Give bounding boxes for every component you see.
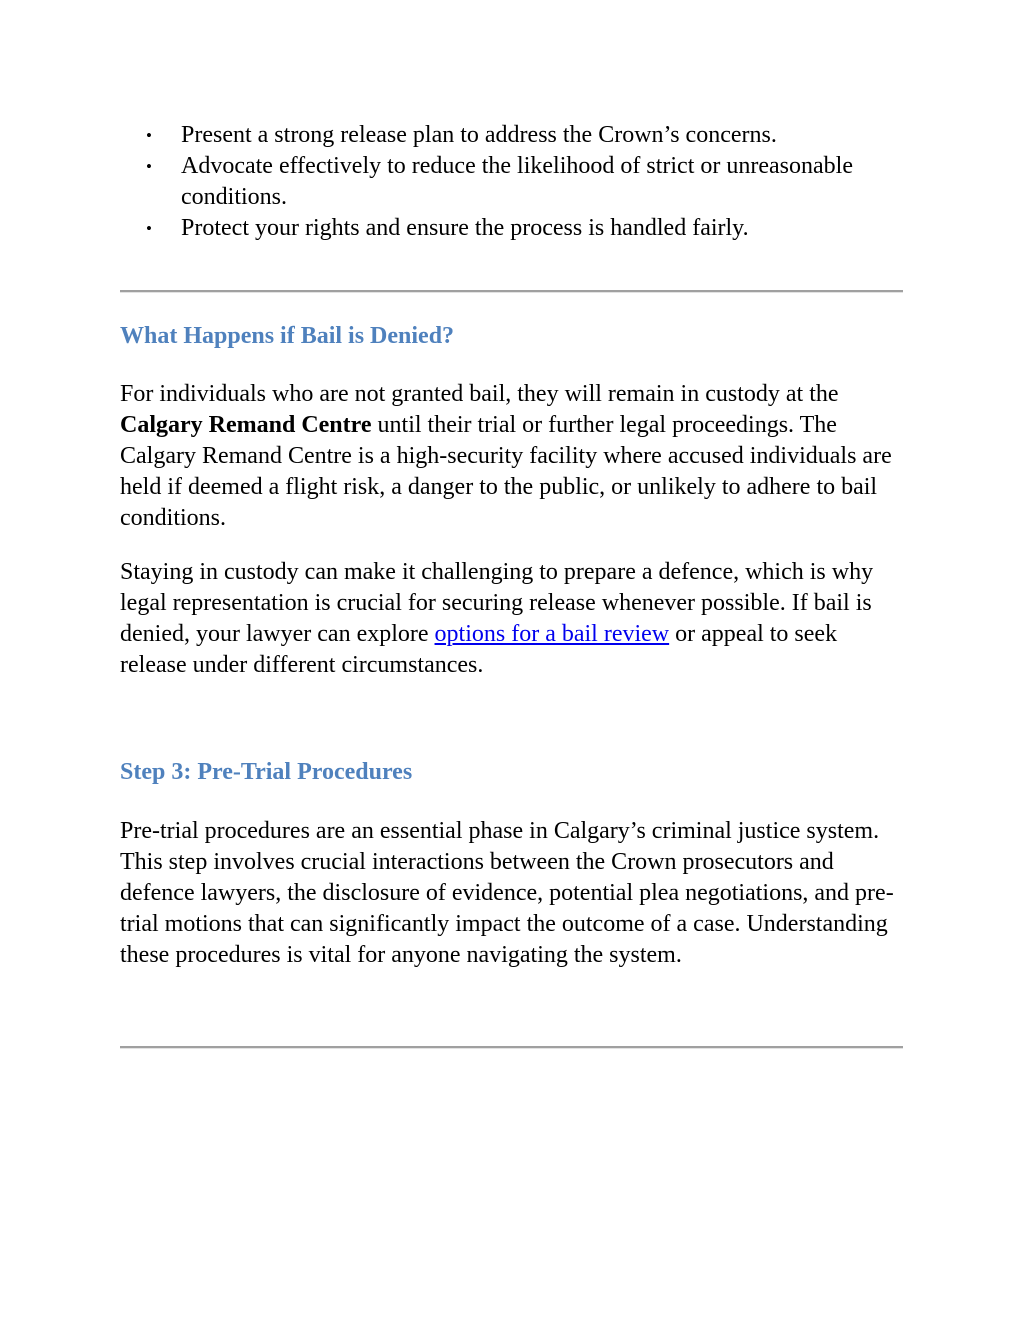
list-item-text: Present a strong release plan to address the Crown’s concerns. — [181, 122, 777, 148]
list-item-text: Advocate effectively to reduce the likelihood of strict or unreasonable conditions. — [181, 153, 853, 210]
bail-review-link[interactable]: options for a bail review — [434, 621, 670, 647]
bullet-marker: • — [146, 157, 152, 176]
paragraph-text: Staying in custody can make it challenging to prepare a defence, which is why legal representation is crucial for securing release whenever possible. If bail is denied, your lawyer can explore — [120, 559, 874, 647]
paragraph-pretrial: Pre-trial procedures are an essential phase in Calgary’s criminal justice system. This step involves crucial interactions between the Crown prosecutors and defence lawyers, the disclosure of evidence, potential plea negotiations, and pre-trial motions that can significantly impact the outcome of a case. Understanding these procedures is vital for anyone navigating the system. — [120, 818, 894, 968]
list-item — [120, 120, 880, 151]
bold-facility-name: Calgary Remand Centre — [120, 412, 372, 438]
list-item — [120, 213, 880, 244]
list-item — [120, 151, 880, 213]
paragraph-text: or appeal to seek release under different circumstances. — [120, 621, 838, 678]
bullet-marker: • — [146, 219, 152, 238]
list-item-text: Protect your rights and ensure the process is handled fairly. — [181, 215, 749, 241]
bullet-marker: • — [146, 126, 152, 145]
paragraph-custody — [120, 557, 900, 681]
section-heading-pretrial: Step 3: Pre-Trial Procedures — [120, 759, 413, 785]
paragraph-text: until their trial or further legal proceedings. The Calgary Remand Centre is a high-security facility where accused individuals are held if deemed a flight risk, a danger to the public, or unlikely to adhere to bail conditions. — [120, 412, 892, 531]
horizontal-divider — [120, 290, 903, 293]
horizontal-divider — [120, 1046, 903, 1049]
paragraph-remand-centre — [120, 379, 900, 534]
section-heading-bail-denied: What Happens if Bail is Denied? — [120, 323, 455, 349]
bullet-list — [120, 120, 880, 244]
paragraph-text: For individuals who are not granted bail, they will remain in custody at the — [120, 381, 839, 407]
